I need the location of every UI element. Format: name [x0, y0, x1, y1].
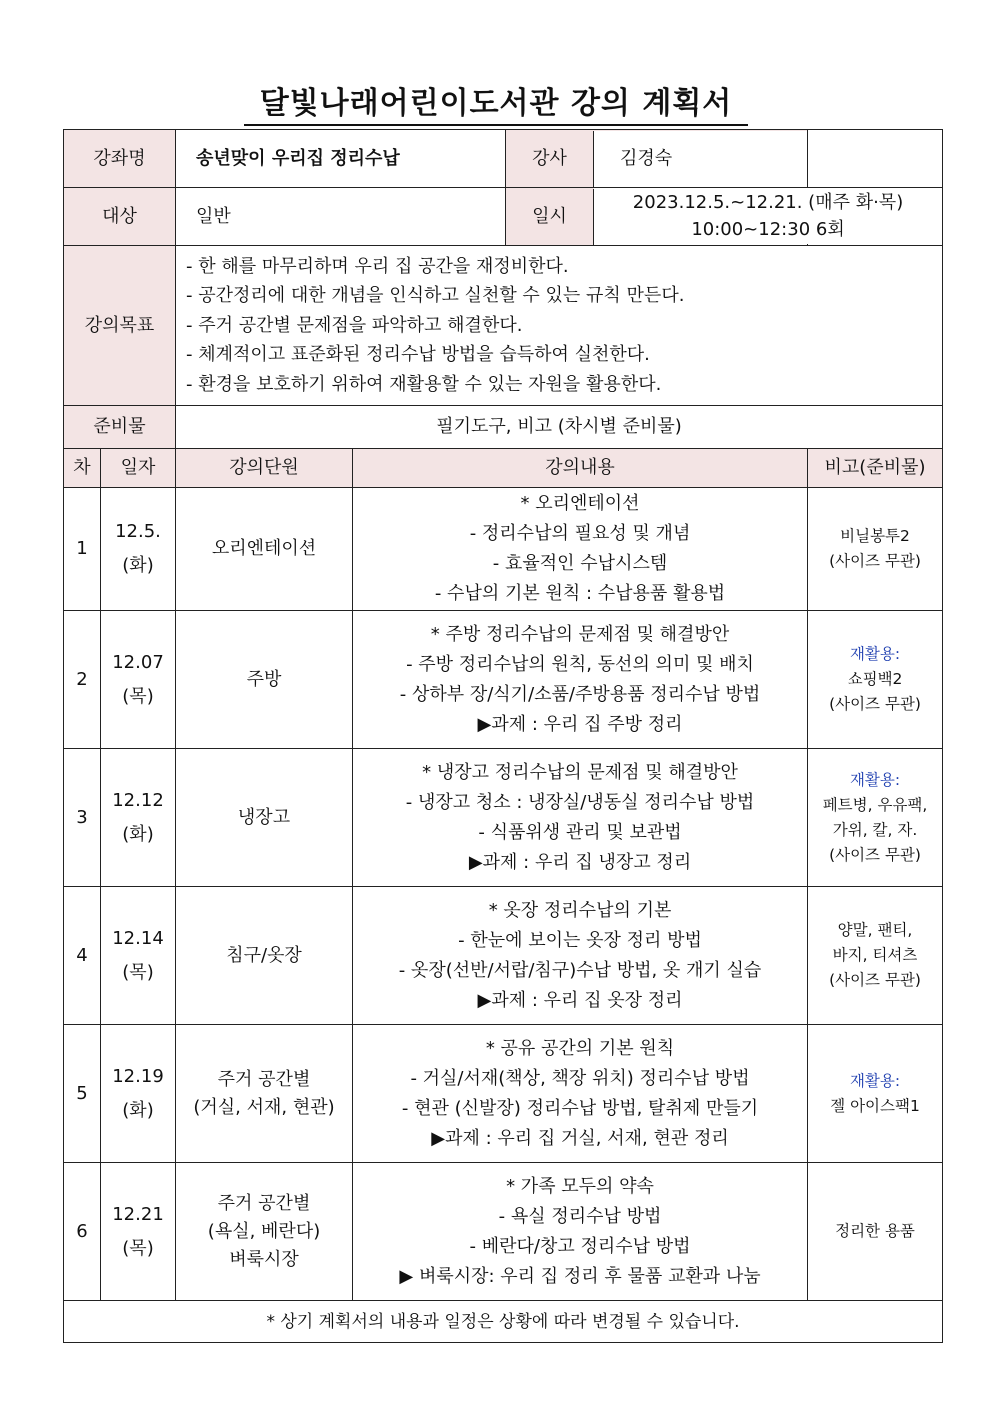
cell-line: - 효율적인 수납시스템 — [492, 553, 668, 574]
materials-label: 준비물 — [64, 406, 176, 449]
header-unit: 강의단원 — [176, 449, 353, 488]
session-row — [64, 1163, 943, 1301]
footer-note: * 상기 계획서의 내용과 일정은 상황에 따라 변경될 수 있습니다. — [64, 1301, 943, 1343]
title-text: 달빛나래어린이도서관 강의 계획서 — [244, 78, 749, 126]
goal-item: - 환경을 보호하기 위하여 재활용할 수 있는 자원을 활용한다. — [186, 373, 662, 395]
session-no: 4 — [64, 887, 101, 1025]
session-row — [64, 749, 943, 887]
materials-row — [64, 406, 943, 449]
cell-line: 12.12 — [112, 789, 164, 811]
cell-line: 주거 공간별 — [217, 1068, 311, 1090]
session-date — [101, 1025, 176, 1163]
cell-line: ▶과제 : 우리 집 옷장 정리 — [477, 989, 683, 1011]
cell-line: (거실, 서재, 현관) — [193, 1096, 335, 1118]
cell-line: (사이즈 무관) — [829, 971, 921, 989]
cell-line: * 주방 정리수납의 문제점 및 해결방안 — [430, 623, 730, 645]
header-date: 일자 — [101, 449, 176, 488]
cell-line: * 냉장고 정리수납의 문제점 및 해결방안 — [422, 761, 738, 783]
cell-line: ▶과제 : 우리 집 거실, 서재, 현관 정리 — [431, 1127, 729, 1149]
cell-line: - 욕실 정리수납 방법 — [498, 1205, 662, 1227]
cell-line: - 정리수납의 필요성 및 개념 — [469, 523, 691, 544]
cell-line: (화) — [122, 823, 154, 845]
cell-line: 냉장고 — [237, 806, 291, 828]
instructor-label: 강사 — [506, 131, 594, 187]
cell-line: - 거실/서재(책상, 책장 위치) 정리수납 방법 — [410, 1067, 750, 1089]
header-row — [64, 449, 943, 488]
session-row — [64, 887, 943, 1025]
cell-line: 양말, 팬티, — [837, 921, 913, 939]
cell-line: (화) — [122, 555, 154, 576]
session-row — [64, 488, 943, 611]
session-content — [353, 1163, 808, 1301]
cell-line: - 수납의 기본 원칙 : 수납용품 활용법 — [434, 583, 726, 604]
session-row — [64, 611, 943, 749]
course-row — [64, 130, 943, 188]
target-row — [64, 188, 943, 246]
goals-row — [64, 246, 943, 406]
cell-line: 바지, 티셔츠 — [832, 946, 918, 964]
cell-line: - 옷장(선반/서랍/침구)수납 방법, 옷 개기 실습 — [398, 959, 762, 981]
cell-line: 벼룩시장 — [229, 1248, 299, 1270]
instructor-spacer — [808, 130, 943, 188]
course-label: 강좌명 — [64, 130, 176, 188]
cell-line: (목) — [122, 1237, 154, 1259]
session-content — [353, 1025, 808, 1163]
session-note — [808, 1163, 943, 1301]
session-unit — [176, 611, 353, 749]
session-no: 2 — [64, 611, 101, 749]
session-unit — [176, 749, 353, 887]
session-no: 6 — [64, 1163, 101, 1301]
cell-line: - 현관 (신발장) 정리수납 방법, 탈취제 만들기 — [401, 1097, 759, 1119]
session-no: 1 — [64, 488, 101, 611]
cell-line: (사이즈 무관) — [829, 552, 921, 570]
schedule-line2: 10:00~12:30 6회 — [691, 219, 845, 240]
session-note — [808, 488, 943, 611]
schedule-value-cell — [632, 188, 943, 246]
cell-line: 젤 아이스팩1 — [830, 1096, 920, 1115]
cell-line: * 가족 모두의 약속 — [506, 1175, 654, 1197]
target-value: 일반 — [176, 188, 506, 246]
cell-line: 재활용: — [849, 770, 901, 789]
cell-line: 12.21 — [112, 1203, 164, 1225]
cell-line: 침구/옷장 — [226, 944, 302, 966]
cell-line: 오리엔테이션 — [211, 538, 317, 559]
session-note — [808, 749, 943, 887]
goal-item: - 공간정리에 대한 개념을 인식하고 실천할 수 있는 규칙 만든다. — [186, 285, 685, 307]
cell-line: - 베란다/창고 정리수납 방법 — [469, 1235, 691, 1257]
cell-line: - 상하부 장/식기/소품/주방용품 정리수납 방법 — [399, 683, 761, 705]
cell-line: - 식품위생 관리 및 보관법 — [478, 821, 682, 843]
session-note — [808, 611, 943, 749]
cell-line: - 한눈에 보이는 옷장 정리 방법 — [458, 929, 702, 951]
cell-line: 12.5. — [115, 521, 161, 542]
session-date — [101, 749, 176, 887]
session-content — [353, 488, 808, 611]
session-note — [808, 887, 943, 1025]
cell-line: (사이즈 무관) — [829, 695, 921, 713]
cell-line: (목) — [122, 685, 154, 707]
cell-line: 12.14 — [112, 927, 164, 949]
course-value: 송년맞이 우리집 정리수납 — [176, 130, 506, 188]
cell-line: ▶과제 : 우리 집 냉장고 정리 — [468, 851, 692, 873]
cell-line: 재활용: — [849, 1071, 901, 1090]
cell-line: * 공유 공간의 기본 원칙 — [485, 1037, 675, 1059]
schedule-line1: 2023.12.5.~12.21. (매주 화·목) — [632, 192, 904, 213]
cell-line: 주거 공간별 — [217, 1192, 311, 1214]
footer-row — [64, 1301, 943, 1343]
instructor-label-cell — [506, 130, 808, 188]
cell-line: (목) — [122, 961, 154, 983]
cell-line: 정리한 용품 — [835, 1222, 915, 1240]
goals-list — [176, 246, 943, 406]
header-note: 비고(준비물) — [808, 449, 943, 488]
cell-line: * 오리엔테이션 — [520, 493, 640, 514]
session-unit — [176, 887, 353, 1025]
cell-line: (사이즈 무관) — [829, 845, 921, 864]
goal-item: - 체계적이고 표준화된 정리수납 방법을 습득하여 실천한다. — [186, 344, 650, 366]
cell-line: (욕실, 베란다) — [207, 1220, 321, 1242]
cell-line: 12.19 — [112, 1065, 164, 1087]
cell-line: 12.07 — [112, 651, 164, 673]
cell-line: ▶과제 : 우리 집 주방 정리 — [477, 713, 683, 735]
session-content — [353, 611, 808, 749]
session-no: 3 — [64, 749, 101, 887]
session-content — [353, 887, 808, 1025]
session-content — [353, 749, 808, 887]
instructor-value: 김경숙 — [594, 131, 807, 187]
session-unit — [176, 1163, 353, 1301]
page-title — [0, 78, 992, 126]
cell-line: 쇼핑백2 — [847, 670, 903, 688]
header-content: 강의내용 — [353, 449, 808, 488]
goal-item: - 한 해를 마무리하며 우리 집 공간을 재정비한다. — [186, 255, 569, 277]
cell-line: 페트병, 우유팩, — [822, 795, 928, 814]
target-label: 대상 — [64, 188, 176, 246]
goal-item: - 주거 공간별 문제점을 파악하고 해결한다. — [186, 314, 523, 336]
session-unit — [176, 1025, 353, 1163]
session-date — [101, 488, 176, 611]
cell-line: (화) — [122, 1099, 154, 1121]
materials-value: 필기도구, 비고 (차시별 준비물) — [176, 406, 943, 449]
session-date — [101, 887, 176, 1025]
cell-line: 재활용: — [849, 645, 901, 663]
schedule-label: 일시 — [506, 189, 594, 245]
cell-line: 주방 — [246, 668, 282, 690]
cell-line: 가위, 칼, 자. — [832, 820, 918, 839]
header-no: 차 — [64, 449, 101, 488]
cell-line: * 옷장 정리수납의 기본 — [488, 899, 672, 921]
session-no: 5 — [64, 1025, 101, 1163]
cell-line: - 주방 정리수납의 원칙, 동선의 의미 및 배치 — [406, 653, 754, 675]
session-unit — [176, 488, 353, 611]
cell-line: - 냉장고 청소 : 냉장실/냉동실 정리수납 방법 — [405, 791, 755, 813]
session-date — [101, 611, 176, 749]
lecture-plan-table — [63, 129, 943, 1343]
session-date — [101, 1163, 176, 1301]
session-note — [808, 1025, 943, 1163]
cell-line: ▶ 벼룩시장: 우리 집 정리 후 물품 교환과 나눔 — [399, 1265, 761, 1287]
goals-label: 강의목표 — [64, 246, 176, 406]
cell-line: 비닐봉투2 — [840, 527, 910, 545]
session-row — [64, 1025, 943, 1163]
